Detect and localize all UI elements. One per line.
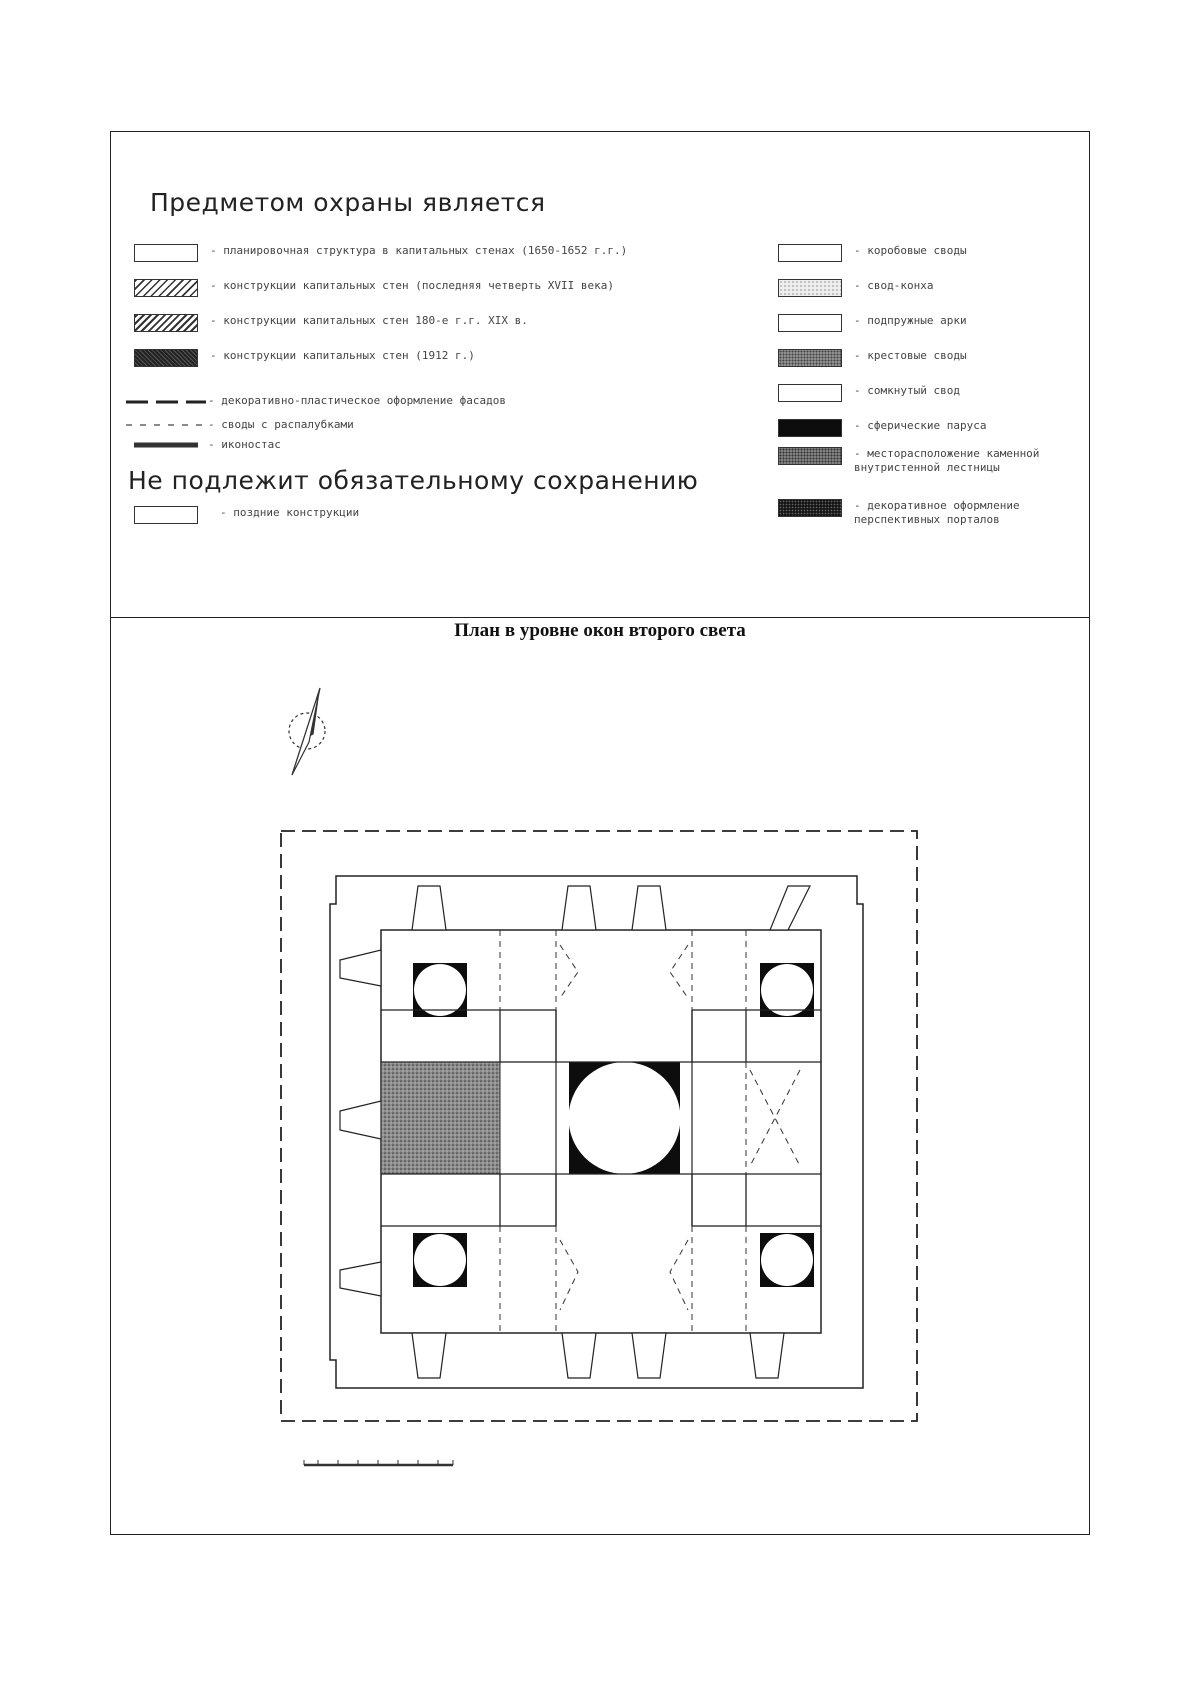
- legend-label: - поздние конструкции: [220, 506, 360, 519]
- legend-label: - декоративно-пластическое оформление фасадов: [208, 394, 507, 407]
- north-arrow-icon: [289, 688, 325, 775]
- legend-label: - коробовые своды: [854, 244, 967, 257]
- plan-title: План в уровне окон второго света: [454, 620, 746, 641]
- legend-label: - свод-конха: [854, 279, 934, 292]
- legend-label: - конструкции капитальных стен (1912 г.): [210, 349, 475, 362]
- windows-left: [340, 950, 381, 1296]
- legend-label: - месторасположение каменной внутристенной лестницы: [854, 447, 1040, 474]
- legend-label: - декоративное оформление перспективных порталов: [854, 499, 1020, 526]
- legend-label: - своды с распалубками: [208, 418, 354, 431]
- legend-label: - крестовые своды: [854, 349, 967, 362]
- legend-label: - иконостас: [208, 438, 281, 451]
- windows-top: [412, 886, 810, 930]
- central-dome: [569, 1062, 681, 1174]
- legend-title: Предметом охраны является: [150, 188, 546, 217]
- legend-label: - планировочная структура в капитальных стенах (1650-1652 г.г.): [210, 244, 628, 257]
- legend-label: - сферические паруса: [854, 419, 987, 432]
- legend-subtitle: Не подлежит обязательному сохранению: [128, 466, 699, 495]
- legend-label: - подпружные арки: [854, 314, 967, 327]
- scale-bar: [304, 1460, 453, 1465]
- windows-bottom: [412, 1333, 784, 1378]
- legend-label: - сомкнутый свод: [854, 384, 960, 397]
- legend-label: - конструкции капитальных стен (последняя четверть XVII века): [210, 279, 614, 292]
- staircase-area: [381, 1062, 500, 1174]
- legend-label: - конструкции капитальных стен 180-е г.г. XIX в.: [210, 314, 528, 327]
